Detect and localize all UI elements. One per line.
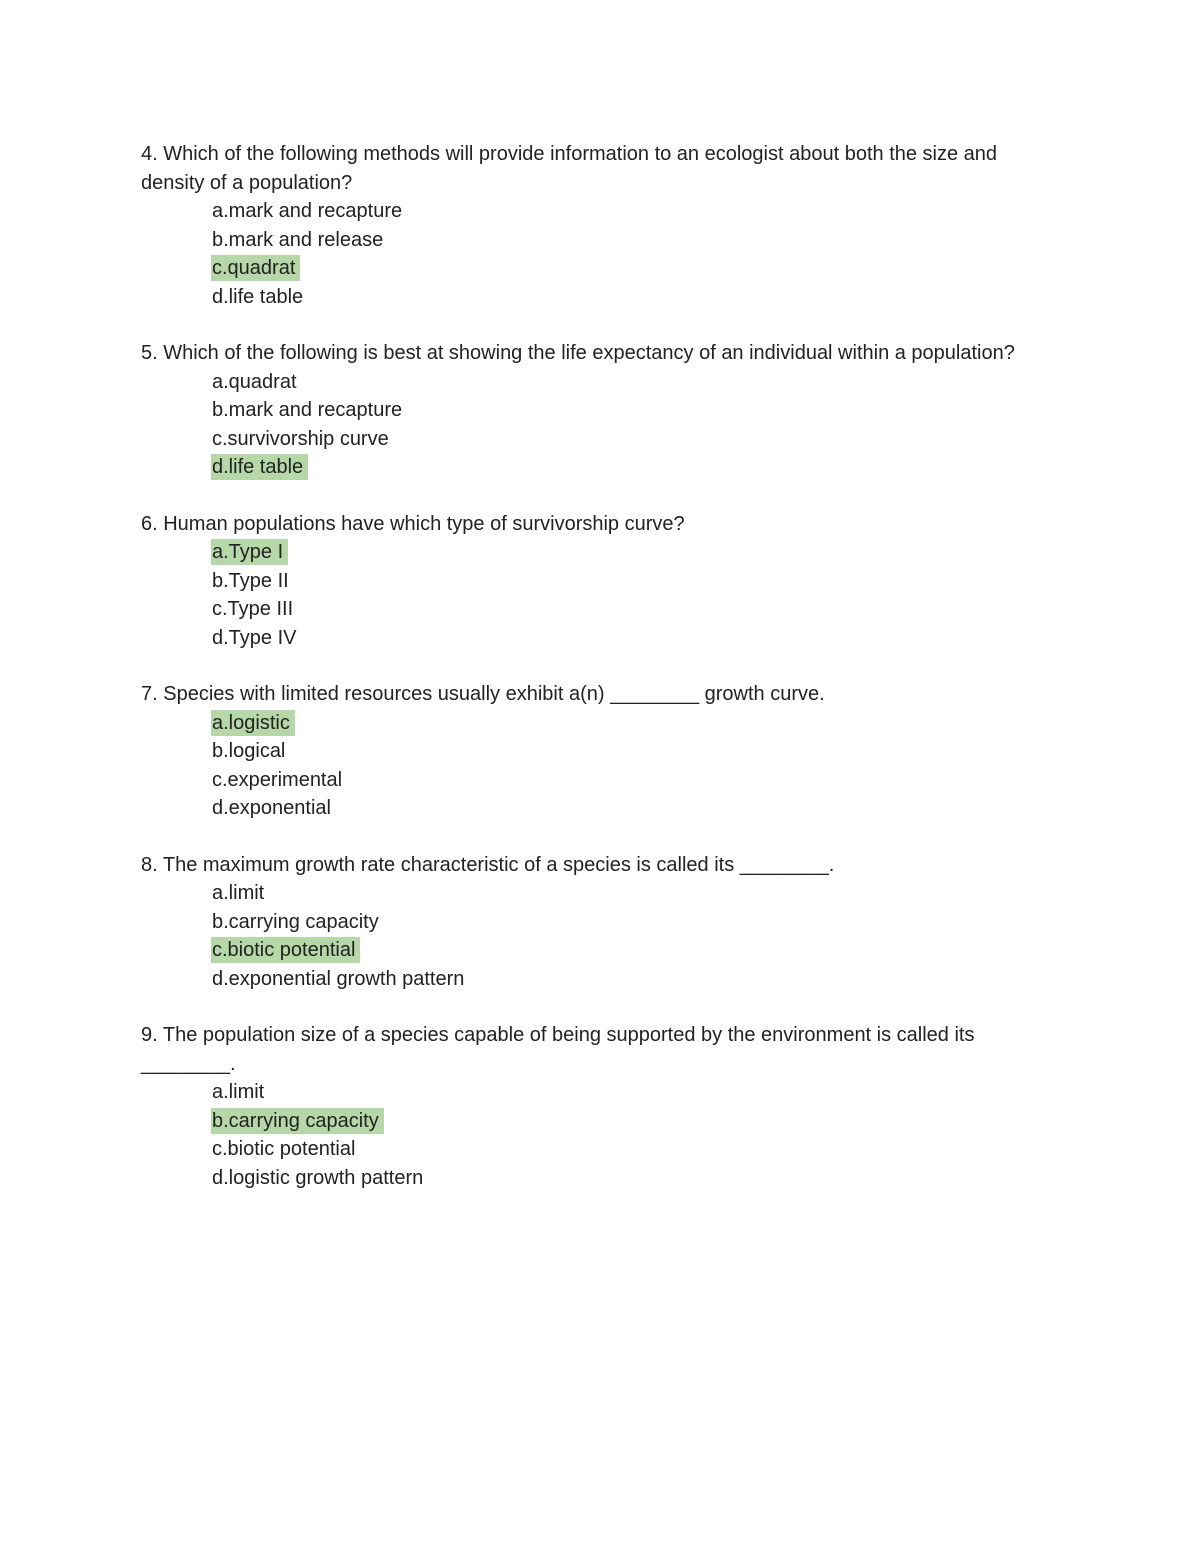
question-6	[141, 510, 1051, 653]
answer-option-label: c.biotic potential	[212, 1138, 356, 1160]
answer-option-label: c.biotic potential	[211, 937, 360, 963]
answer-option	[212, 1078, 1051, 1107]
answer-option-label: d.life table	[212, 285, 304, 308]
answer-option	[212, 226, 1051, 255]
answer-option	[212, 396, 1051, 425]
answer-option	[212, 624, 1051, 653]
question-text: 9. The population size of a species capable of being supported by the environment is called its ________.	[141, 1024, 975, 1075]
answer-option-label: b.carrying capacity	[211, 1108, 384, 1134]
answer-option	[212, 368, 1051, 397]
answer-option	[212, 879, 1051, 908]
answer-option-label: d.exponential growth pattern	[212, 967, 465, 990]
question-text: 5. Which of the following is best at showing the life expectancy of an individual within a population?	[141, 342, 1015, 364]
answer-option	[212, 965, 1051, 994]
correct-answer-option	[212, 453, 1051, 482]
answer-option	[212, 595, 1051, 624]
question-9	[141, 1021, 1051, 1192]
answer-option	[212, 425, 1051, 454]
answer-option	[212, 737, 1051, 766]
answer-option-label: b.Type II	[212, 569, 289, 592]
answer-option-label: d.Type IV	[212, 626, 297, 649]
answer-option-label: c.quadrat	[211, 255, 300, 281]
answer-option	[212, 766, 1051, 795]
question-text: 7. Species with limited resources usually exhibit a(n) ________ growth curve.	[141, 683, 825, 705]
answer-option	[212, 908, 1051, 937]
answer-option-label: d.life table	[211, 454, 308, 480]
answer-option-label: d.logistic growth pattern	[212, 1166, 424, 1189]
correct-answer-option	[212, 254, 1051, 283]
answer-option-label: a.quadrat	[212, 370, 297, 393]
answer-options	[141, 879, 1051, 993]
correct-answer-option	[212, 1107, 1051, 1136]
question-text: 4. Which of the following methods will provide information to an ecologist about both the size and density of a population?	[141, 143, 998, 194]
answer-option-label: a.logistic	[211, 710, 295, 736]
correct-answer-option	[212, 936, 1051, 965]
answer-option	[212, 283, 1051, 312]
answer-option-label: b.carrying capacity	[212, 910, 379, 933]
answer-option-label: b.logical	[212, 740, 286, 762]
answer-option-label: c.survivorship curve	[212, 427, 389, 450]
answer-option	[212, 1135, 1051, 1164]
answer-option	[212, 197, 1051, 226]
answer-options	[141, 368, 1051, 482]
answer-options	[141, 197, 1051, 311]
correct-answer-option	[212, 709, 1051, 738]
answer-option-label: b.mark and recapture	[212, 399, 403, 421]
question-5	[141, 339, 1051, 482]
answer-option-label: a.mark and recapture	[212, 200, 403, 222]
answer-option-label: a.limit	[212, 1081, 265, 1103]
answer-option-label: c.experimental	[212, 768, 343, 791]
question-text: 8. The maximum growth rate characteristic of a species is called its ________.	[141, 853, 835, 876]
correct-answer-option	[212, 538, 1051, 567]
question-4	[141, 140, 1051, 311]
answer-option-label: d.exponential	[212, 797, 331, 819]
question-text: 6. Human populations have which type of survivorship curve?	[141, 512, 685, 535]
answer-options	[141, 538, 1051, 652]
answer-options	[141, 709, 1051, 823]
answer-option	[212, 794, 1051, 823]
question-7	[141, 680, 1051, 823]
answer-option-label: a.limit	[212, 882, 265, 904]
answer-option-label: b.mark and release	[212, 228, 384, 251]
answer-option	[212, 1164, 1051, 1193]
answer-option-label: c.Type III	[212, 598, 294, 620]
quiz-questions	[141, 140, 1051, 1220]
answer-options	[141, 1078, 1051, 1192]
answer-option	[212, 567, 1051, 596]
question-8	[141, 851, 1051, 994]
answer-option-label: a.Type I	[211, 539, 288, 565]
